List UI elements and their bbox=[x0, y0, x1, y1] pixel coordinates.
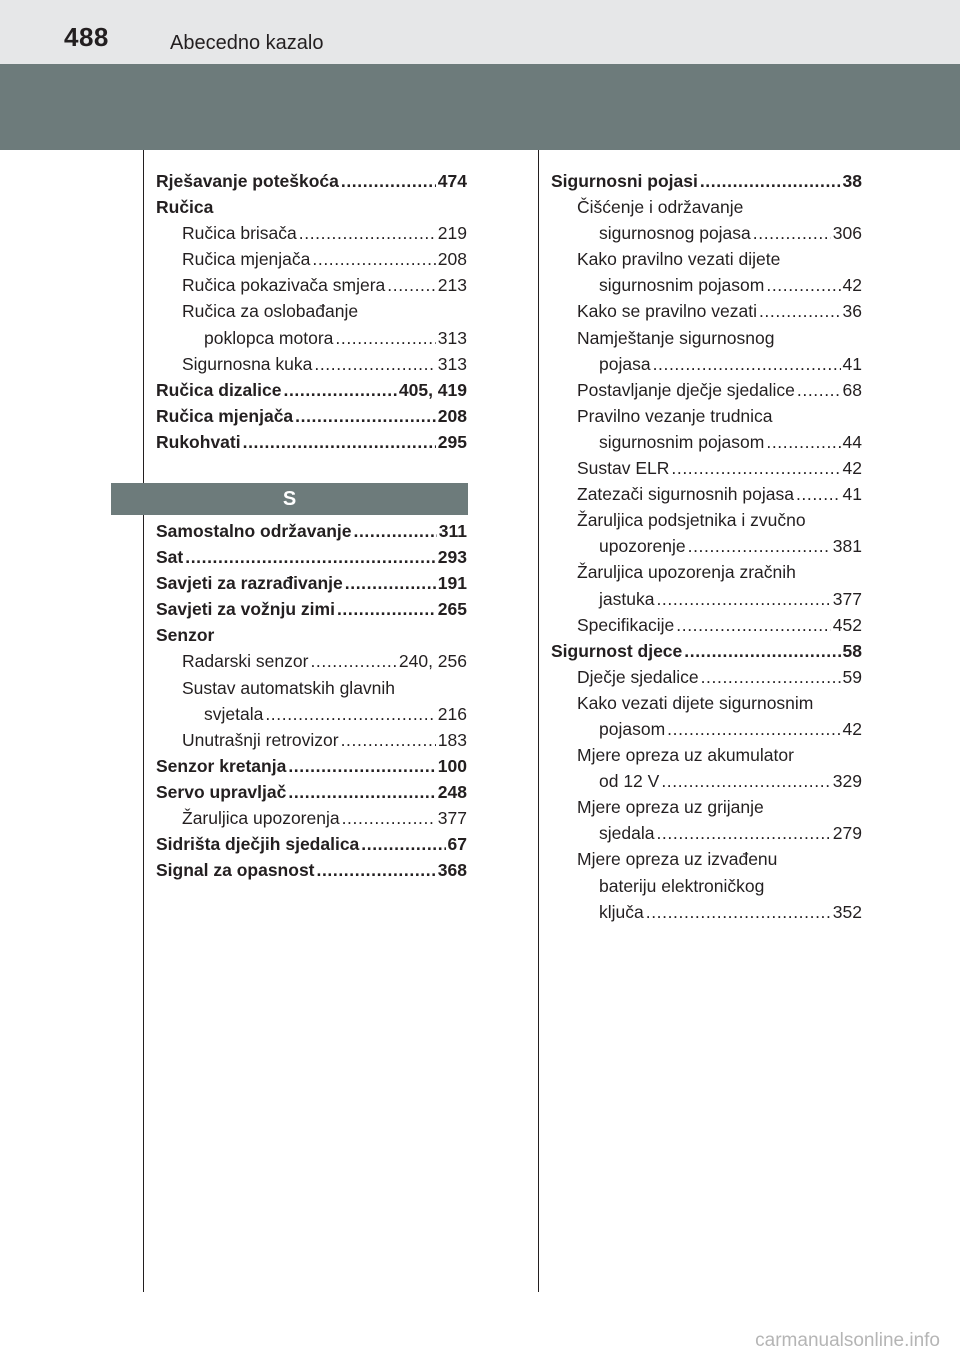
index-entry bbox=[551, 664, 862, 690]
index-entry bbox=[551, 794, 862, 820]
dot-leader bbox=[341, 727, 436, 753]
entry-term: pojasom bbox=[599, 718, 666, 739]
entry-term: Senzor kretanja bbox=[156, 755, 287, 776]
dot-leader bbox=[797, 377, 841, 403]
index-entry bbox=[551, 403, 862, 429]
dot-leader bbox=[753, 220, 831, 246]
entry-term: sigurnosnim pojasom bbox=[599, 431, 765, 452]
dot-leader bbox=[701, 664, 841, 690]
dot-leader bbox=[676, 612, 831, 638]
dot-leader bbox=[661, 768, 830, 794]
entry-page-number: 208 bbox=[437, 405, 467, 426]
footer-watermark: carmanualsonline.info bbox=[755, 1330, 940, 1351]
entry-term: Sidrišta dječjih sjedalica bbox=[156, 834, 360, 855]
entry-term: sigurnosnim pojasom bbox=[599, 275, 765, 296]
index-entry bbox=[156, 518, 467, 544]
entry-term: Sigurnost djece bbox=[551, 640, 683, 661]
index-entry bbox=[551, 246, 862, 272]
entry-term: Žaruljica upozorenja bbox=[182, 808, 340, 829]
entry-term: Sat bbox=[156, 547, 184, 568]
column-rule-middle bbox=[538, 150, 539, 1292]
index-entry bbox=[551, 168, 862, 194]
dot-leader bbox=[667, 716, 840, 742]
entry-term: Kako pravilno vezati dijete bbox=[577, 249, 781, 270]
index-entry bbox=[156, 701, 467, 727]
dot-leader bbox=[796, 481, 841, 507]
index-entry bbox=[551, 377, 862, 403]
column-rule-left bbox=[143, 150, 144, 1292]
dot-leader bbox=[671, 455, 840, 481]
dot-leader bbox=[361, 831, 445, 857]
index-entry bbox=[551, 873, 862, 899]
entry-term: Ručica brisača bbox=[182, 223, 297, 244]
dot-leader bbox=[684, 638, 840, 664]
index-entry bbox=[551, 820, 862, 846]
entry-page-number: 41 bbox=[842, 484, 862, 505]
entry-term: Ručica za oslobađanje bbox=[182, 301, 359, 322]
entry-term: Čišćenje i održavanje bbox=[577, 197, 744, 218]
entry-term: Sigurnosni pojasi bbox=[551, 171, 698, 191]
dot-leader bbox=[700, 168, 841, 194]
entry-term: bateriju elektroničkog bbox=[599, 875, 765, 896]
index-entry bbox=[551, 846, 862, 872]
entry-page-number: 219 bbox=[437, 223, 467, 244]
dot-leader bbox=[656, 820, 830, 846]
entry-page-number: 311 bbox=[438, 521, 467, 541]
entry-term: Savjeti za vožnju zimi bbox=[156, 599, 335, 620]
index-entry bbox=[551, 899, 862, 925]
index-entry bbox=[156, 596, 467, 622]
entry-page-number: 41 bbox=[842, 353, 862, 374]
index-entry bbox=[551, 351, 862, 377]
entry-term: Kako vezati dijete sigurnosnim bbox=[577, 692, 814, 713]
index-column-left-bottom bbox=[156, 518, 467, 883]
dot-leader bbox=[656, 586, 830, 612]
entry-page-number: 216 bbox=[437, 703, 467, 724]
entry-page-number: 67 bbox=[447, 834, 467, 855]
entry-term: Dječje sjedalice bbox=[577, 666, 699, 687]
dot-leader bbox=[335, 325, 435, 351]
entry-term: poklopca motora bbox=[204, 327, 334, 348]
dot-leader bbox=[310, 648, 396, 674]
entry-term: Ručica pokazivača smjera bbox=[182, 275, 386, 296]
index-entry bbox=[156, 544, 467, 570]
index-entry bbox=[551, 638, 862, 664]
entry-term: Sigurnosna kuka bbox=[182, 353, 313, 374]
entry-term: upozorenje bbox=[599, 536, 686, 557]
index-entry bbox=[551, 507, 862, 533]
entry-term: Mjere opreza uz grijanje bbox=[577, 797, 764, 818]
entry-term: Savjeti za razrađivanje bbox=[156, 573, 343, 594]
entry-term: Pravilno vezanje trudnica bbox=[577, 405, 773, 426]
entry-page-number: 405, 419 bbox=[398, 379, 467, 400]
dot-leader bbox=[353, 518, 436, 544]
index-entry bbox=[551, 481, 862, 507]
index-entry bbox=[551, 325, 862, 351]
index-entry bbox=[156, 570, 467, 596]
entry-term: Postavljanje dječje sjedalice bbox=[577, 379, 795, 400]
entry-term: Ručica mjenjača bbox=[182, 249, 311, 270]
entry-page-number: 279 bbox=[832, 823, 862, 844]
entry-page-number: 329 bbox=[832, 771, 862, 792]
entry-term: svjetala bbox=[204, 703, 264, 724]
entry-page-number: 474 bbox=[437, 171, 467, 191]
index-entry bbox=[551, 194, 862, 220]
entry-term: jastuka bbox=[599, 588, 655, 609]
index-entry bbox=[551, 768, 862, 794]
index-entry bbox=[156, 727, 467, 753]
dot-leader bbox=[337, 596, 436, 622]
entry-term: Ručica dizalice bbox=[156, 379, 282, 400]
index-entry bbox=[156, 753, 467, 779]
entry-term: Servo upravljač bbox=[156, 781, 287, 802]
dot-leader bbox=[299, 220, 436, 246]
entry-term: sigurnosnog pojasa bbox=[599, 223, 751, 244]
index-entry bbox=[551, 690, 862, 716]
entry-page-number: 42 bbox=[842, 458, 862, 479]
entry-term: Kako se pravilno vezati bbox=[577, 301, 757, 322]
index-entry bbox=[156, 675, 467, 701]
entry-term: Rješavanje poteškoća bbox=[156, 171, 339, 191]
entry-page-number: 68 bbox=[842, 379, 862, 400]
index-entry bbox=[551, 298, 862, 324]
index-entry bbox=[156, 857, 467, 883]
index-entry bbox=[156, 377, 467, 403]
entry-page-number: 42 bbox=[842, 275, 862, 296]
dot-leader bbox=[288, 753, 435, 779]
entry-term: Mjere opreza uz akumulator bbox=[577, 745, 794, 766]
dot-leader bbox=[314, 351, 435, 377]
entry-page-number: 183 bbox=[437, 729, 467, 750]
entry-term: Mjere opreza uz izvađenu bbox=[577, 849, 778, 870]
index-entry bbox=[551, 272, 862, 298]
index-entry bbox=[551, 429, 862, 455]
entry-page-number: 100 bbox=[437, 755, 467, 776]
entry-page-number: 377 bbox=[437, 808, 467, 829]
entry-page-number: 248 bbox=[437, 781, 467, 802]
index-entry bbox=[156, 351, 467, 377]
page-number: 488 bbox=[64, 22, 109, 52]
entry-term: Samostalno održavanje bbox=[156, 521, 352, 541]
index-entry bbox=[156, 220, 467, 246]
dot-leader bbox=[185, 544, 436, 570]
entry-page-number: 213 bbox=[437, 275, 467, 296]
entry-page-number: 352 bbox=[832, 901, 862, 922]
index-entry bbox=[551, 455, 862, 481]
index-entry bbox=[551, 559, 862, 585]
entry-term: Radarski senzor bbox=[182, 651, 309, 672]
dot-leader bbox=[295, 403, 436, 429]
entry-term: Namještanje sigurnosnog bbox=[577, 327, 775, 348]
dot-leader bbox=[288, 779, 435, 805]
index-entry bbox=[156, 831, 467, 857]
dot-leader bbox=[759, 298, 841, 324]
index-entry bbox=[156, 779, 467, 805]
dot-leader bbox=[345, 570, 436, 596]
dot-leader bbox=[312, 246, 435, 272]
entry-page-number: 313 bbox=[437, 353, 467, 374]
dot-leader bbox=[317, 857, 436, 883]
dot-leader bbox=[646, 899, 831, 925]
header-band bbox=[0, 64, 960, 150]
entry-term: od 12 V bbox=[599, 771, 660, 792]
entry-page-number: 265 bbox=[437, 599, 467, 620]
index-entry bbox=[551, 612, 862, 638]
entry-page-number: 44 bbox=[842, 431, 862, 452]
entry-term: Signal za opasnost bbox=[156, 860, 315, 881]
entry-page-number: 59 bbox=[842, 666, 862, 687]
section-letter: S bbox=[282, 488, 297, 510]
index-entry bbox=[551, 716, 862, 742]
index-entry bbox=[156, 429, 467, 455]
index-column-right bbox=[551, 168, 862, 925]
index-entry bbox=[156, 298, 467, 324]
entry-page-number: 208 bbox=[437, 249, 467, 270]
entry-page-number: 58 bbox=[842, 640, 862, 661]
entry-term: Zatezači sigurnosnih pojasa bbox=[577, 484, 794, 505]
dot-leader bbox=[243, 429, 436, 455]
index-entry bbox=[156, 403, 467, 429]
dot-leader bbox=[387, 272, 436, 298]
entry-term: Specifikacije bbox=[577, 614, 675, 635]
entry-page-number: 293 bbox=[437, 547, 467, 568]
entry-term: Unutrašnji retrovizor bbox=[182, 729, 339, 750]
index-entry bbox=[156, 805, 467, 831]
dot-leader bbox=[688, 533, 831, 559]
entry-term: pojasa bbox=[599, 353, 651, 374]
entry-page-number: 381 bbox=[832, 536, 862, 557]
dot-leader bbox=[265, 701, 435, 727]
entry-page-number: 368 bbox=[437, 860, 467, 881]
dot-leader bbox=[283, 377, 396, 403]
index-entry bbox=[551, 742, 862, 768]
entry-term: Žaruljica podsjetnika i zvučno bbox=[577, 510, 806, 531]
dot-leader bbox=[766, 272, 840, 298]
entry-term: Sustav ELR bbox=[577, 458, 670, 479]
entry-term: Sustav automatskih glavnih bbox=[182, 677, 396, 698]
index-entry bbox=[156, 622, 467, 648]
index-entry bbox=[156, 325, 467, 351]
entry-page-number: 306 bbox=[832, 223, 862, 244]
entry-term: Ručica mjenjača bbox=[156, 405, 294, 426]
entry-page-number: 38 bbox=[842, 171, 862, 191]
entry-page-number: 191 bbox=[437, 573, 467, 594]
section-letter-bar bbox=[111, 483, 468, 515]
entry-page-number: 377 bbox=[832, 588, 862, 609]
entry-term: ključa bbox=[599, 901, 644, 922]
entry-term: sjedala bbox=[599, 823, 655, 844]
entry-page-number: 42 bbox=[842, 718, 862, 739]
dot-leader bbox=[766, 429, 840, 455]
entry-page-number: 36 bbox=[842, 301, 862, 322]
index-entry bbox=[156, 648, 467, 674]
entry-term: Žaruljica upozorenja zračnih bbox=[577, 562, 796, 583]
entry-term: Senzor bbox=[156, 625, 215, 646]
index-entry bbox=[551, 586, 862, 612]
index-entry bbox=[551, 220, 862, 246]
dot-leader bbox=[342, 805, 436, 831]
header-bar bbox=[0, 0, 960, 64]
dot-leader bbox=[341, 168, 436, 194]
entry-page-number: 295 bbox=[437, 431, 467, 452]
index-entry bbox=[156, 246, 467, 272]
page-title: Abecedno kazalo bbox=[170, 32, 324, 54]
index-entry bbox=[156, 168, 467, 194]
entry-page-number: 313 bbox=[437, 327, 467, 348]
entry-page-number: 240, 256 bbox=[398, 651, 467, 672]
index-entry bbox=[156, 272, 467, 298]
index-entry bbox=[156, 194, 467, 220]
entry-term: Rukohvati bbox=[156, 431, 241, 452]
dot-leader bbox=[653, 351, 841, 377]
index-entry bbox=[551, 533, 862, 559]
entry-term: Ručica bbox=[156, 197, 214, 218]
entry-page-number: 452 bbox=[832, 614, 862, 635]
index-column-left-top bbox=[156, 168, 467, 455]
